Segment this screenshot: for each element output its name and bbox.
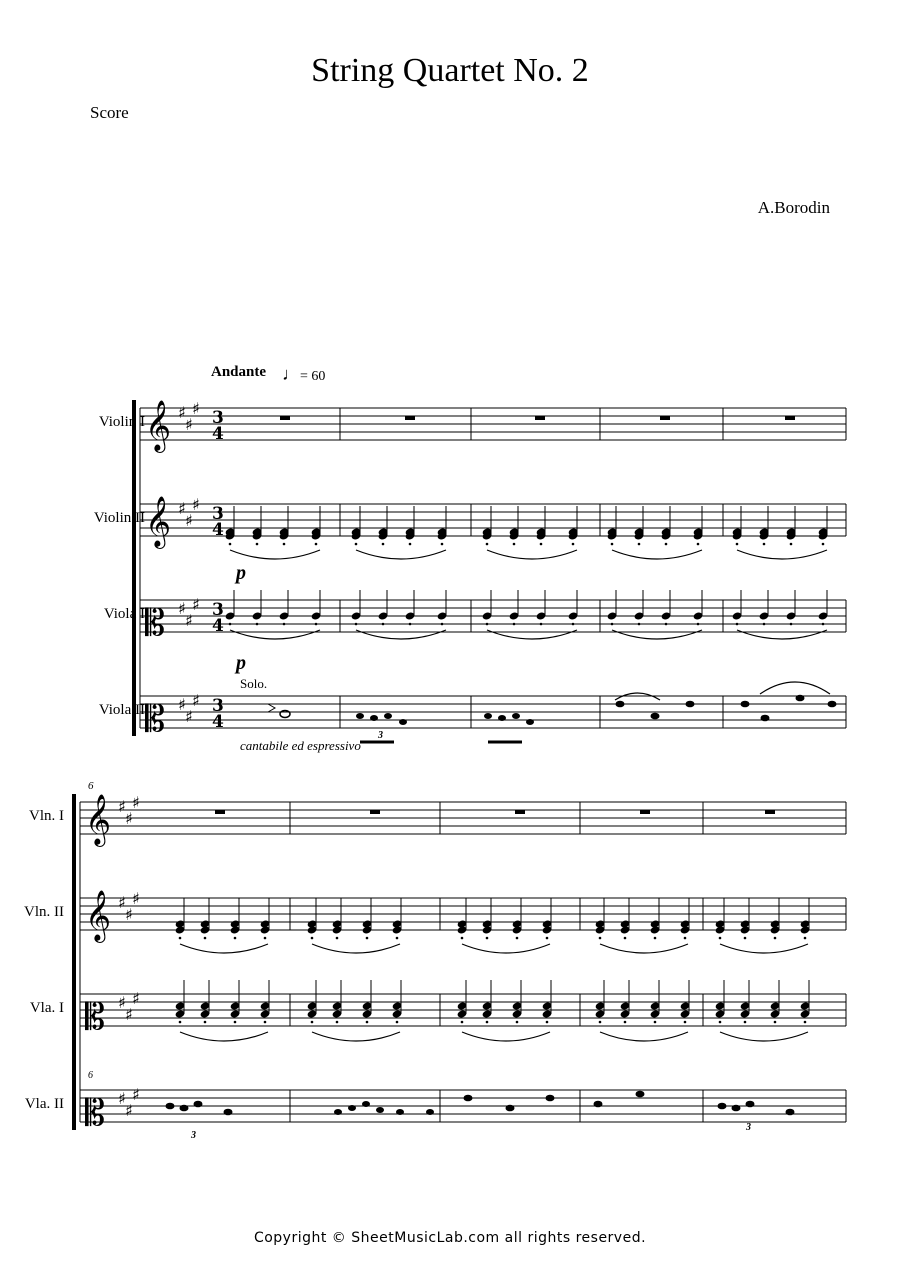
sharp-icon: ♯ (178, 499, 186, 518)
staccato-dot (736, 623, 739, 626)
note-head (506, 1105, 515, 1112)
staccato-dot (763, 543, 766, 546)
staccato-dot (822, 623, 825, 626)
staccato-dot (234, 937, 237, 940)
whole-rest (765, 810, 775, 814)
staccato-dot (315, 543, 318, 546)
tempo-label: Andante (211, 364, 267, 380)
staccato-dot (409, 623, 412, 626)
slur (180, 944, 268, 953)
staccato-dot (355, 543, 358, 546)
staccato-dot (311, 937, 314, 940)
solo-label: Solo. (240, 676, 268, 691)
note-head (180, 1105, 189, 1112)
note-head (362, 1101, 370, 1107)
time-signature-numerator: 3 (212, 696, 224, 716)
staccato-dot (719, 1021, 722, 1024)
staccato-dot (654, 1021, 657, 1024)
instrument-name-violin1: Violin I (98, 414, 145, 430)
staccato-dot (204, 937, 207, 940)
staccato-dot (611, 543, 614, 546)
tuplet-number: 3 (378, 730, 383, 741)
sharp-icon: ♯ (192, 399, 200, 418)
sharp-icon: ♯ (178, 695, 186, 714)
staccato-dot (804, 937, 807, 940)
note-head (464, 1095, 473, 1102)
note-head (651, 713, 660, 720)
sharp-icon: ♯ (192, 691, 200, 710)
staccato-dot (790, 543, 793, 546)
instrument-name-violin2: Violin II (93, 510, 145, 526)
note-head (194, 1101, 203, 1108)
instrument-name-viola2: Viola II (98, 702, 145, 718)
sharp-icon: ♯ (178, 599, 186, 618)
whole-rest (535, 416, 545, 420)
note-head (718, 1103, 727, 1110)
staccato-dot (599, 937, 602, 940)
slur (312, 1032, 400, 1041)
expression-marking: cantabile ed espressivo (240, 738, 361, 753)
note-head (224, 1109, 233, 1116)
staccato-dot (366, 1021, 369, 1024)
whole-rest (405, 416, 415, 420)
note-head (348, 1105, 356, 1111)
staccato-dot (822, 543, 825, 546)
note-head (526, 719, 534, 725)
staccato-dot (665, 543, 668, 546)
staccato-dot (774, 1021, 777, 1024)
treble-clef-icon: 𝄞 (145, 496, 172, 547)
copyright-notice: Copyright © SheetMusicLab.com all rights reserved. (253, 1230, 647, 1246)
staccato-dot (283, 623, 286, 626)
slur (462, 944, 550, 953)
note-head (512, 713, 520, 719)
slur (312, 944, 400, 953)
staccato-dot (744, 1021, 747, 1024)
instrument-abbrev-viola1: Vla. I (29, 1000, 64, 1016)
note-head (636, 1091, 645, 1098)
staccato-dot (486, 543, 489, 546)
staccato-dot (665, 623, 668, 626)
staccato-dot (179, 1021, 182, 1024)
staccato-dot (513, 623, 516, 626)
time-signature-numerator: 3 (212, 600, 224, 620)
slur (612, 630, 702, 639)
staccato-dot (736, 543, 739, 546)
staccato-dot (697, 543, 700, 546)
sharp-icon: ♯ (185, 415, 193, 434)
note-head (399, 719, 407, 725)
staccato-dot (382, 623, 385, 626)
time-signature-denominator: 4 (212, 424, 224, 444)
time-signature-numerator: 3 (212, 408, 224, 428)
slur (737, 550, 827, 559)
note-head (594, 1101, 603, 1108)
staccato-dot (396, 1021, 399, 1024)
staccato-dot (546, 937, 549, 940)
treble-clef-icon: 𝄞 (85, 890, 112, 941)
sharp-icon: ♯ (132, 889, 140, 908)
staccato-dot (599, 1021, 602, 1024)
alto-clef-icon: 𝄡 (145, 699, 166, 740)
tuplet-number: 3 (746, 1122, 751, 1133)
staccato-dot (774, 937, 777, 940)
note-head (396, 1109, 404, 1115)
staccato-dot (382, 543, 385, 546)
staccato-dot (572, 543, 575, 546)
staccato-dot (624, 1021, 627, 1024)
time-signature-numerator: 3 (212, 504, 224, 524)
alto-clef-icon: 𝄡 (145, 603, 166, 644)
dynamic-piano-viola1: p (236, 652, 246, 674)
accent-mark (268, 704, 275, 712)
staccato-dot (355, 623, 358, 626)
staccato-dot (409, 543, 412, 546)
slur (760, 682, 830, 694)
time-signature-denominator: 4 (212, 616, 224, 636)
sharp-icon: ♯ (125, 1101, 133, 1120)
note-head (741, 701, 750, 708)
slur (356, 630, 446, 639)
note-head (370, 715, 378, 721)
staccato-dot (179, 937, 182, 940)
note-head (616, 701, 625, 708)
staccato-dot (763, 623, 766, 626)
staccato-dot (744, 937, 747, 940)
staccato-dot (396, 937, 399, 940)
staccato-dot (638, 623, 641, 626)
staccato-dot (516, 1021, 519, 1024)
alto-clef-icon: 𝄡 (85, 1093, 106, 1134)
slur (600, 944, 688, 953)
sharp-icon: ♯ (125, 809, 133, 828)
note-head (796, 695, 805, 702)
staccato-dot (697, 623, 700, 626)
staccato-dot (461, 1021, 464, 1024)
staccato-dot (638, 543, 641, 546)
whole-rest (785, 416, 795, 420)
slur (720, 944, 808, 953)
slur (720, 1032, 808, 1041)
measure-number: 6 (88, 780, 94, 792)
note-head (376, 1107, 384, 1113)
note-head (484, 713, 492, 719)
slur (487, 630, 577, 639)
staccato-dot (336, 937, 339, 940)
instrument-abbrev-violin1: Vln. I (29, 808, 64, 824)
sharp-icon: ♯ (185, 511, 193, 530)
measure-number-viola2: 6 (88, 1070, 93, 1081)
dynamic-piano-violin2: p (236, 562, 246, 584)
sharp-icon: ♯ (132, 1085, 140, 1104)
sharp-icon: ♯ (125, 1005, 133, 1024)
staccato-dot (654, 937, 657, 940)
quarter-note-icon: ♩ (282, 364, 300, 384)
note-head (786, 1109, 795, 1116)
composer-name: A.Borodin (757, 198, 830, 217)
slur (737, 630, 827, 639)
note-head (356, 713, 364, 719)
treble-clef-icon: 𝄞 (85, 794, 112, 845)
staccato-dot (441, 623, 444, 626)
instrument-abbrev-violin2: Vln. II (24, 904, 64, 920)
staccato-dot (684, 1021, 687, 1024)
staccato-dot (336, 1021, 339, 1024)
sharp-icon: ♯ (192, 595, 200, 614)
note-head (334, 1109, 342, 1115)
note-head (498, 715, 506, 721)
note-head (761, 715, 770, 722)
note-head (166, 1103, 175, 1110)
staccato-dot (264, 937, 267, 940)
staccato-dot (229, 623, 232, 626)
sharp-icon: ♯ (118, 797, 126, 816)
time-signature-denominator: 4 (212, 712, 224, 732)
staccato-dot (719, 937, 722, 940)
score-label: Score (90, 103, 129, 122)
whole-rest (280, 416, 290, 420)
sharp-icon: ♯ (192, 495, 200, 514)
staccato-dot (572, 623, 575, 626)
staccato-dot (790, 623, 793, 626)
whole-rest (515, 810, 525, 814)
staccato-dot (486, 623, 489, 626)
staccato-dot (256, 623, 259, 626)
sharp-icon: ♯ (185, 611, 193, 630)
slur (230, 630, 320, 639)
staccato-dot (461, 937, 464, 940)
sharp-icon: ♯ (132, 793, 140, 812)
page-title: String Quartet No. 2 (311, 52, 589, 89)
note-head (828, 701, 837, 708)
staccato-dot (264, 1021, 267, 1024)
whole-rest (640, 810, 650, 814)
staccato-dot (315, 623, 318, 626)
staccato-dot (611, 623, 614, 626)
instrument-abbrev-viola2: Vla. II (24, 1096, 64, 1112)
slur (356, 550, 446, 559)
staccato-dot (366, 937, 369, 940)
staccato-dot (234, 1021, 237, 1024)
staccato-dot (684, 937, 687, 940)
note-head (384, 713, 392, 719)
note-head (732, 1105, 741, 1112)
note-head (686, 701, 695, 708)
staccato-dot (204, 1021, 207, 1024)
slur (180, 1032, 268, 1041)
staccato-dot (311, 1021, 314, 1024)
note-head (746, 1101, 755, 1108)
treble-clef-icon: 𝄞 (145, 400, 172, 451)
slur (612, 550, 702, 559)
slur (600, 1032, 688, 1041)
staccato-dot (540, 623, 543, 626)
whole-rest (215, 810, 225, 814)
whole-rest (370, 810, 380, 814)
whole-rest (660, 416, 670, 420)
sharp-icon: ♯ (125, 905, 133, 924)
sharp-icon: ♯ (178, 403, 186, 422)
sharp-icon: ♯ (185, 707, 193, 726)
slur (487, 550, 577, 559)
slur (230, 550, 320, 559)
sharp-icon: ♯ (118, 1089, 126, 1108)
staccato-dot (486, 1021, 489, 1024)
sharp-icon: ♯ (132, 989, 140, 1008)
staccato-dot (283, 543, 286, 546)
note-head (426, 1109, 434, 1115)
alto-clef-icon: 𝄡 (85, 997, 106, 1038)
staccato-dot (540, 543, 543, 546)
slur (462, 1032, 550, 1041)
metronome-mark: ♩= 60 (282, 364, 326, 384)
staccato-dot (804, 1021, 807, 1024)
staccato-dot (256, 543, 259, 546)
staccato-dot (513, 543, 516, 546)
staccato-dot (546, 1021, 549, 1024)
staccato-dot (441, 543, 444, 546)
time-signature-denominator: 4 (212, 520, 224, 540)
staccato-dot (516, 937, 519, 940)
staccato-dot (229, 543, 232, 546)
staccato-dot (624, 937, 627, 940)
sharp-icon: ♯ (118, 893, 126, 912)
instrument-name-viola1: Viola I (103, 606, 145, 622)
tuplet-number: 3 (191, 1130, 196, 1141)
note-head (546, 1095, 555, 1102)
sharp-icon: ♯ (118, 993, 126, 1012)
staccato-dot (486, 937, 489, 940)
